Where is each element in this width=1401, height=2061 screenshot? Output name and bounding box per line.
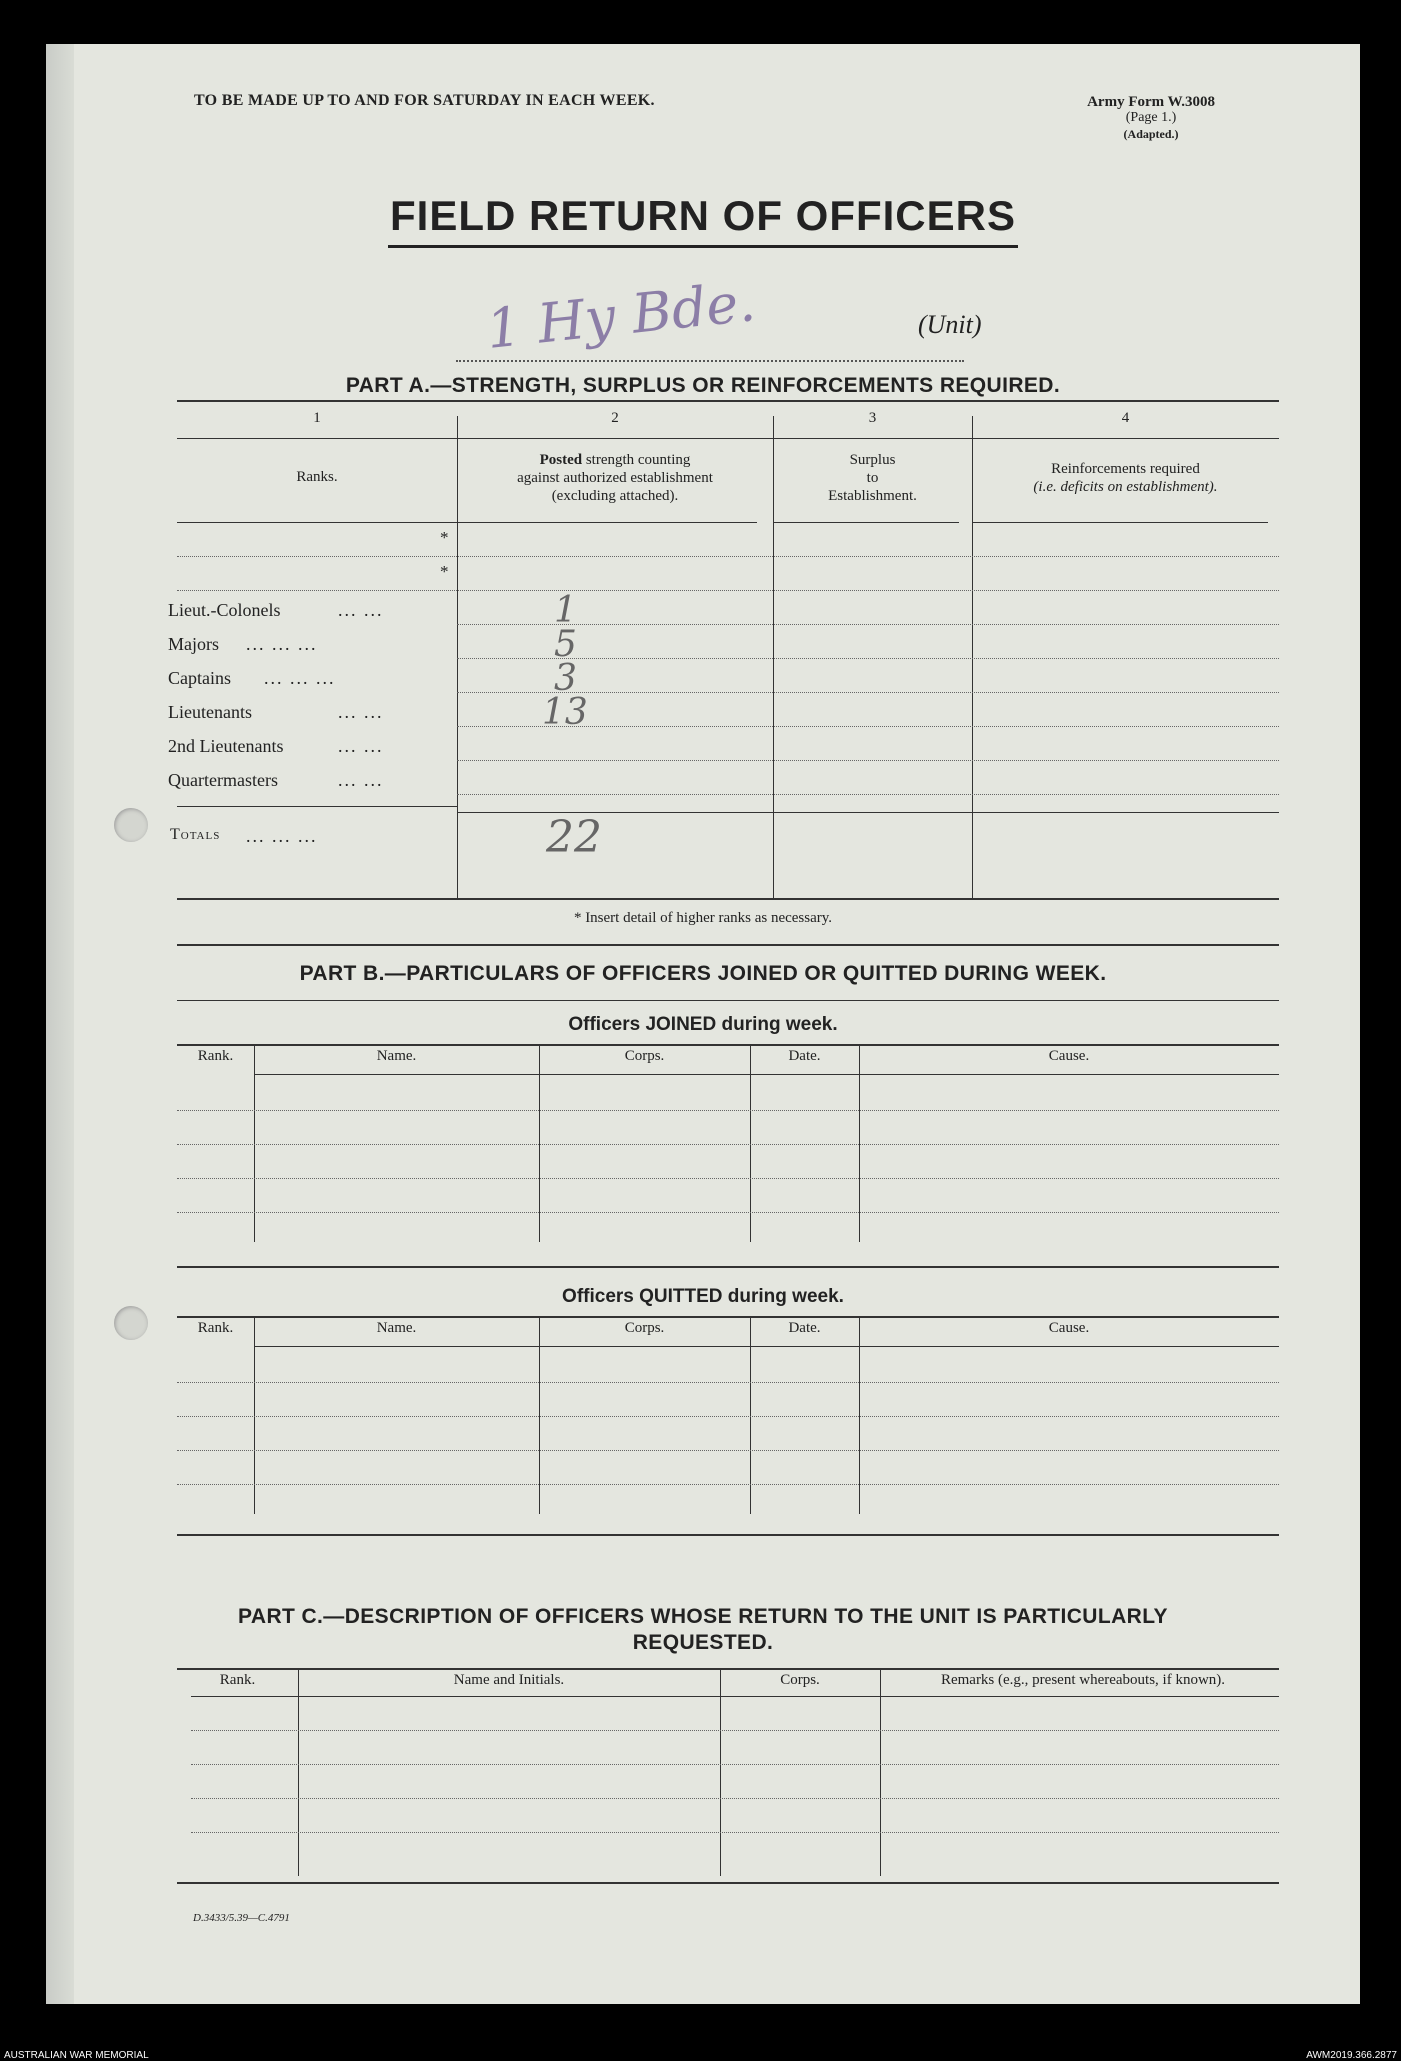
rank-row-dots: ... ... (338, 600, 384, 620)
unit-label: (Unit) (918, 310, 982, 339)
rank-row-dots: ... ... ... (246, 634, 318, 654)
form-number-block (1087, 94, 1215, 142)
rank-row-dots: ... ... ... (264, 668, 336, 688)
partc-header-corps: Corps. (780, 1672, 820, 1688)
joined-header-cause: Cause. (1048, 1048, 1090, 1064)
quitted-header-name: Name. (376, 1320, 417, 1336)
form-sheet (46, 44, 1360, 2004)
col-header-reinforcements: Reinforcements required (i.e. deficits on establishment). (1033, 461, 1218, 495)
posted-value: 5 (554, 624, 577, 665)
col-number-4: 4 (1121, 410, 1130, 426)
rank-row-label: Lieutenants (168, 702, 252, 722)
form-instruction: TO BE MADE UP TO AND FOR SATURDAY IN EACH WEEK. (194, 92, 655, 109)
col-number-1: 1 (313, 410, 321, 426)
col-number-3: 3 (868, 410, 877, 426)
totals-dots: ... ... ... (246, 826, 318, 846)
quitted-header-date: Date. (788, 1320, 821, 1336)
rank-row-dots: ... ... (338, 770, 384, 790)
quitted-title: Officers QUITTED during week. (562, 1286, 844, 1307)
print-reference: D.3433/5.39—C.4791 (193, 1912, 290, 1924)
joined-header-corps: Corps. (624, 1048, 665, 1064)
part-c-title: PART C.—DESCRIPTION OF OFFICERS WHOSE RETURN TO THE UNIT IS PARTICULARLY REQUESTED. (238, 1605, 1168, 1654)
quitted-header-cause: Cause. (1048, 1320, 1090, 1336)
caption-right: AWM2019.366.2877 (1306, 2050, 1397, 2061)
partc-header-rank: Rank. (219, 1672, 256, 1688)
col-number-2: 2 (611, 410, 619, 426)
unit-handwritten: 1 Hy Bde. (483, 270, 759, 361)
rank-row-label: Quartermasters (168, 770, 278, 790)
quitted-header-rank: Rank. (197, 1320, 234, 1336)
totals-label: Totals (170, 826, 221, 843)
rank-row-label: Majors (168, 634, 219, 654)
joined-title: Officers JOINED during week. (568, 1014, 838, 1035)
joined-header-name: Name. (376, 1048, 417, 1064)
partc-header-name: Name and Initials. (453, 1672, 565, 1688)
part-b-title: PART B.—PARTICULARS OF OFFICERS JOINED OR QUITTED DURING WEEK. (299, 962, 1107, 985)
posted-value: 3 (554, 658, 577, 699)
posted-value: 13 (542, 692, 588, 733)
posted-value: 1 (554, 590, 577, 631)
partc-header-remarks: Remarks (e.g., present whereabouts, if known). (940, 1672, 1226, 1688)
form-page: (Page 1.) (1125, 110, 1177, 125)
rank-row-label: Lieut.-Colonels (168, 600, 281, 620)
rank-row-label: 2nd Lieutenants (168, 736, 284, 756)
rank-row-dots: ... ... (338, 736, 384, 756)
star-1: * (440, 528, 449, 547)
quitted-header-corps: Corps. (624, 1320, 665, 1336)
totals-value: 22 (546, 812, 602, 863)
footnote: * Insert detail of higher ranks as necessary. (573, 910, 833, 926)
joined-header-date: Date. (788, 1048, 821, 1064)
form-note: (Adapted.) (1123, 127, 1179, 141)
form-number: Army Form W.3008 (1087, 94, 1215, 110)
punch-hole (114, 1306, 148, 1340)
caption-left: AUSTRALIAN WAR MEMORIAL (4, 2050, 149, 2061)
page-title: FIELD RETURN OF OFFICERS (46, 192, 1360, 240)
rank-row-label: Captains (168, 668, 231, 688)
rank-row-dots: ... ... (338, 702, 384, 722)
col-header-posted: Posted strength counting against authorized establishment (excluding attached). (517, 452, 713, 504)
part-a-title: PART A.—STRENGTH, SURPLUS OR REINFORCEMENTS REQUIRED. (345, 374, 1061, 397)
joined-header-rank: Rank. (197, 1048, 234, 1064)
col-header-surplus: Surplus to Establishment. (828, 452, 917, 504)
star-2: * (440, 562, 449, 581)
col-header-ranks: Ranks. (296, 469, 338, 485)
punch-hole (114, 808, 148, 842)
